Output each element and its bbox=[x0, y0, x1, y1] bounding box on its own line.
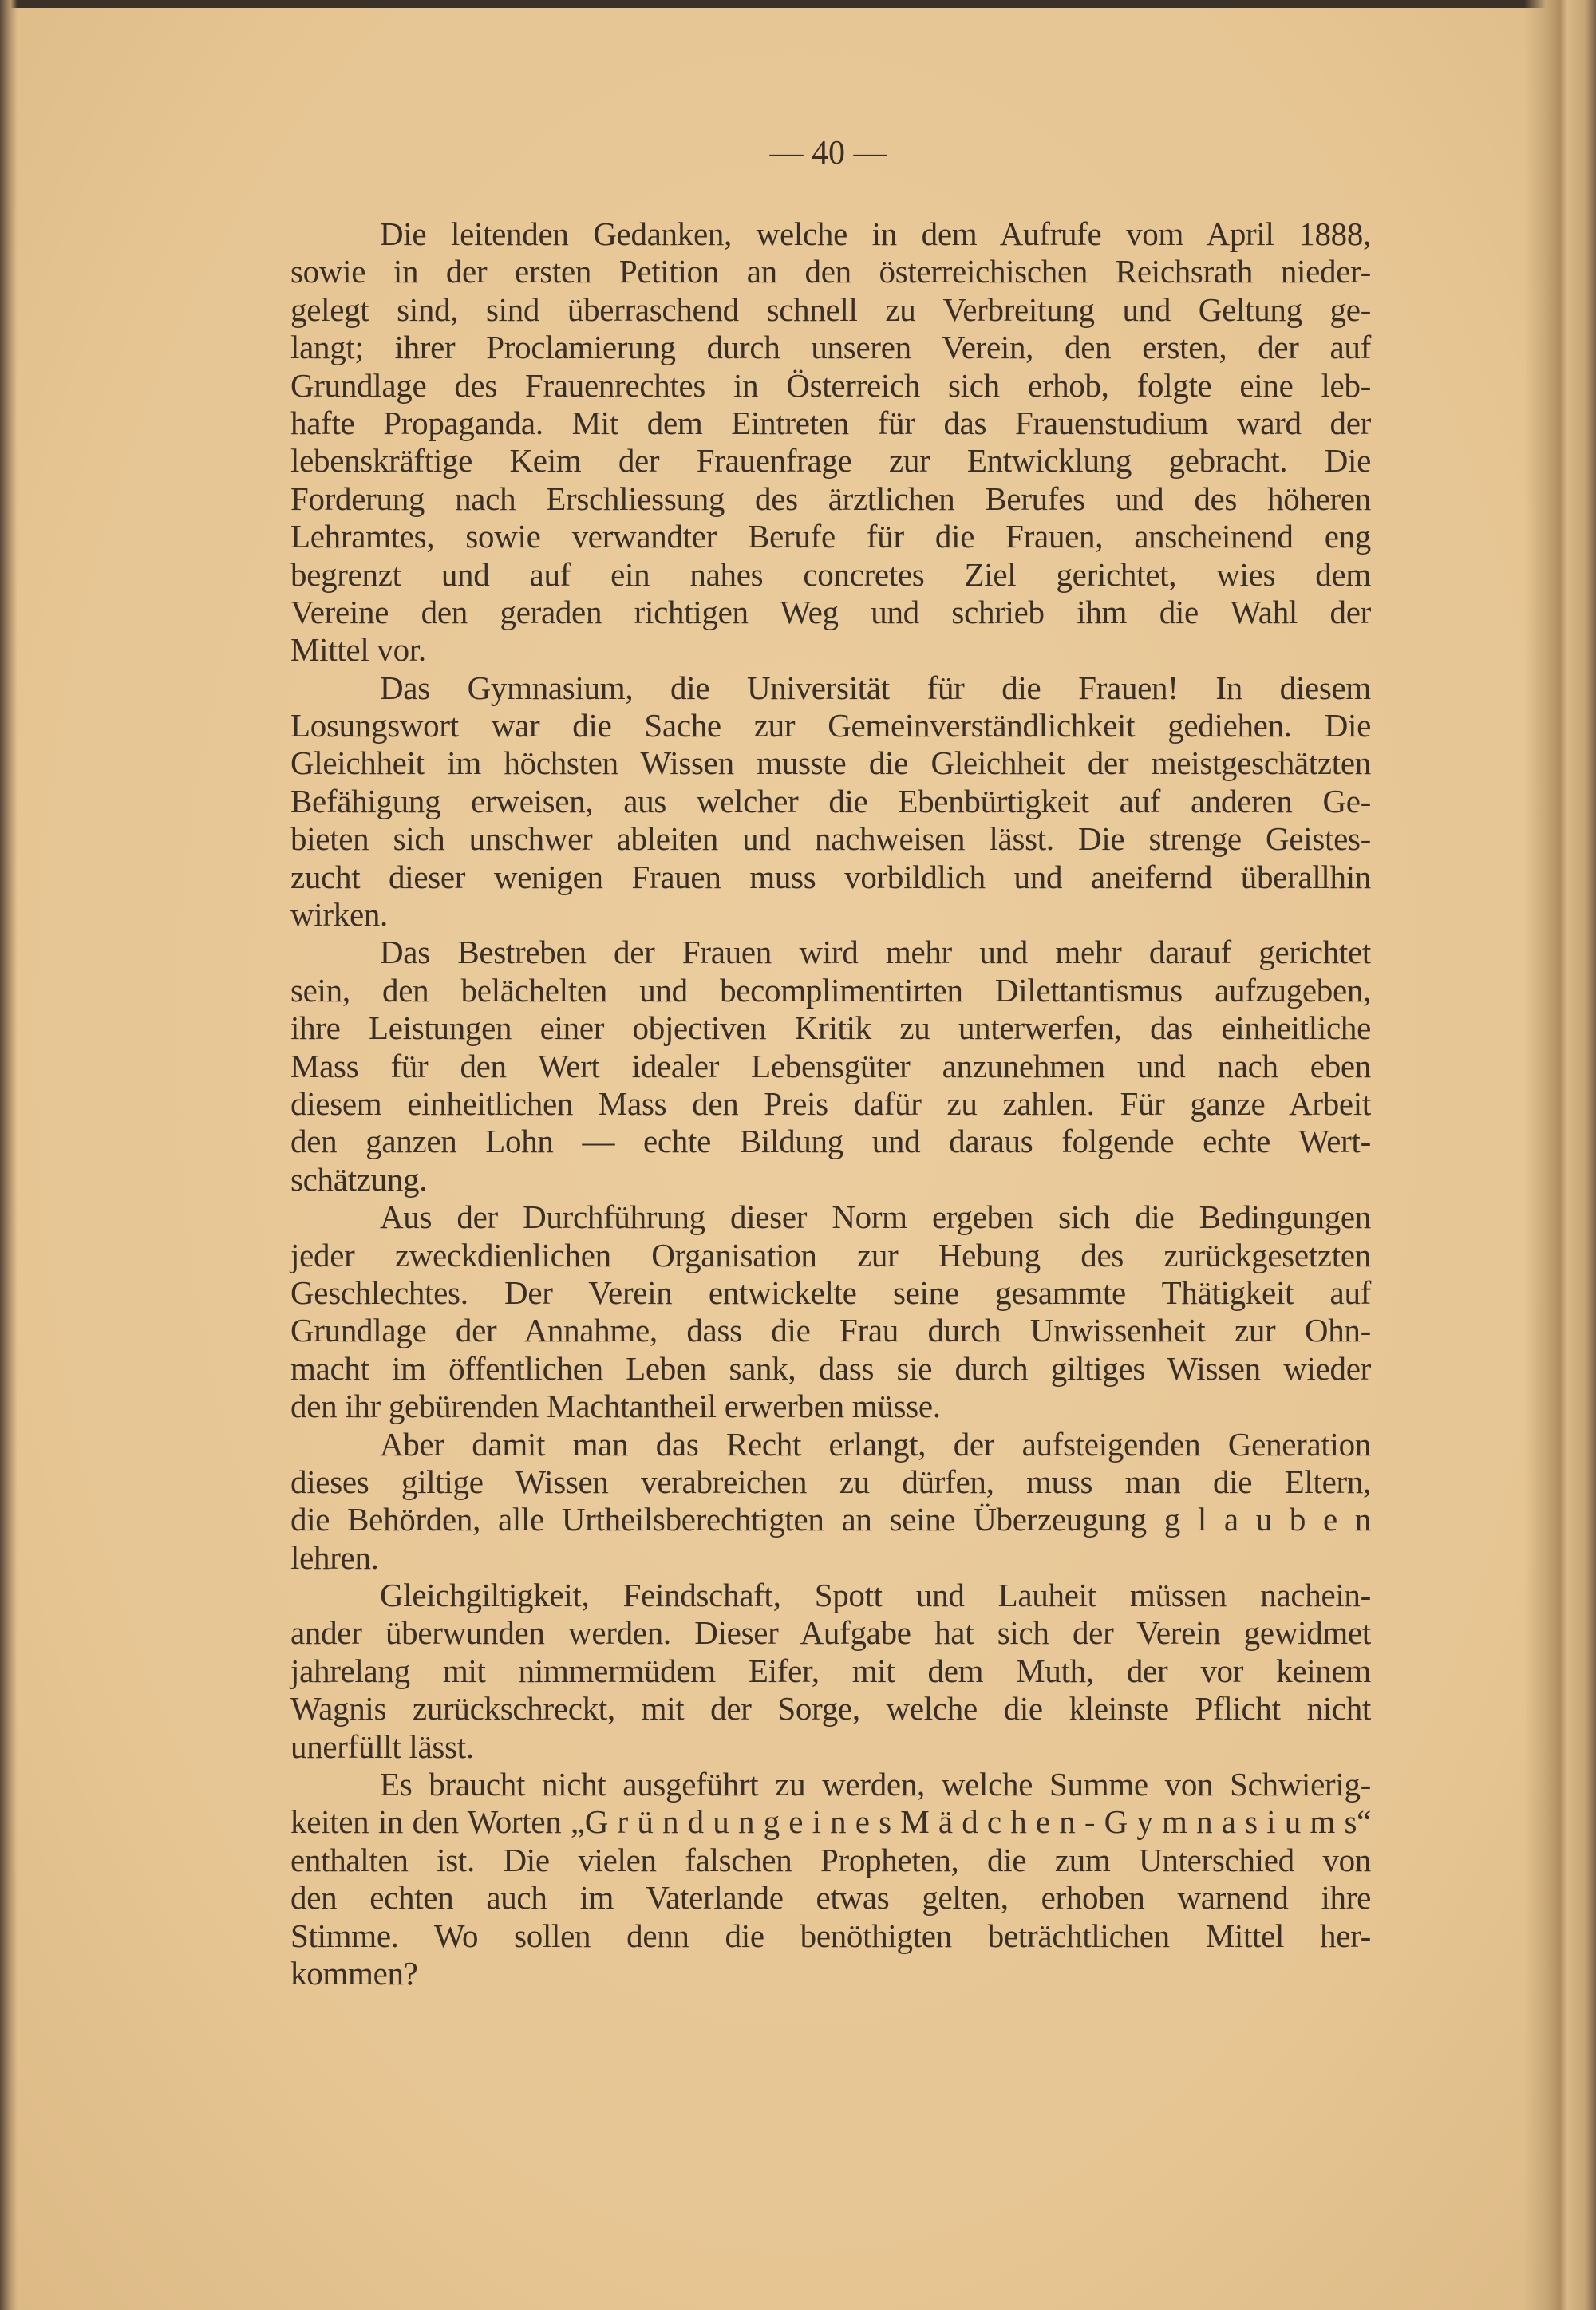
text-line: kommen? bbox=[290, 1954, 418, 1992]
paragraph bbox=[290, 1577, 1371, 1766]
text-line: dieses giltige Wissen verabreichen zu dürfen, muss man die Eltern, bbox=[290, 1463, 1371, 1500]
paragraph bbox=[290, 1198, 1371, 1425]
text-line: Gleichgiltigkeit, Feindschaft, Spott und Lauheit müssen nachein- bbox=[380, 1577, 1371, 1614]
page-number: — 40 — bbox=[769, 135, 887, 172]
text-line: ihre Leistungen einer objectiven Kritik zu unterwerfen, das einheitliche bbox=[290, 1009, 1371, 1047]
text-line: Losungswort war die Sache zur Gemeinverständlichkeit gediehen. Die bbox=[290, 707, 1371, 744]
body-text bbox=[290, 215, 1371, 1992]
text-line: enthalten ist. Die vielen falschen Propheten, die zum Unterschied von bbox=[290, 1841, 1371, 1878]
text-line: langt; ihrer Proclamierung durch unseren Verein, den ersten, der auf bbox=[290, 329, 1371, 366]
text-line: sowie in der ersten Petition an den österreichischen Reichsrath nieder- bbox=[290, 253, 1371, 290]
text-line: jeder zweckdienlichen Organisation zur Hebung des zurückgesetzten bbox=[290, 1236, 1371, 1273]
text-line: Mittel vor. bbox=[290, 631, 426, 669]
text-line: Grundlage des Frauenrechtes in Österreich sich erhob, folgte eine leb- bbox=[290, 366, 1371, 404]
text-line: schätzung. bbox=[290, 1160, 428, 1198]
text-line: diesem einheitlichen Mass den Preis dafür zu zahlen. Für ganze Arbeit bbox=[290, 1084, 1371, 1122]
text-line: Mass für den Wert idealer Lebensgüter anzunehmen und nach eben bbox=[290, 1047, 1371, 1084]
text-line: begrenzt und auf ein nahes concretes Ziel gerichtet, wies dem bbox=[290, 555, 1371, 593]
text-line: Aus der Durchführung dieser Norm ergeben sich die Bedingungen bbox=[380, 1198, 1371, 1236]
text-line: ander überwunden werden. Dieser Aufgabe hat sich der Verein gewidmet bbox=[290, 1614, 1371, 1652]
text-line: Vereine den geraden richtigen Weg und schrieb ihm die Wahl der bbox=[290, 593, 1371, 630]
text-line: sein, den belächelten und becomplimentirten Dilettantismus aufzugeben, bbox=[290, 971, 1371, 1009]
text-line: gelegt sind, sind überraschend schnell zu Verbreitung und Geltung ge- bbox=[290, 290, 1371, 328]
text-line: Die leitenden Gedanken, welche in dem Aufrufe vom April 1888, bbox=[380, 215, 1371, 252]
binding-edge bbox=[0, 0, 18, 2310]
paragraph bbox=[290, 1766, 1371, 1992]
text-line: Grundlage der Annahme, dass die Frau durch Unwissenheit zur Ohn- bbox=[290, 1312, 1371, 1349]
text-line: Stimme. Wo sollen denn die benöthigten beträchtlichen Mittel her- bbox=[290, 1917, 1371, 1954]
text-line: Aber damit man das Recht erlangt, der aufsteigenden Generation bbox=[380, 1425, 1371, 1463]
text-line: Befähigung erweisen, aus welcher die Ebenbürtigkeit auf anderen Ge- bbox=[290, 782, 1371, 819]
text-line: hafte Propaganda. Mit dem Eintreten für das Frauenstudium ward der bbox=[290, 404, 1371, 441]
text-line: lehren. bbox=[290, 1538, 379, 1576]
text-line: den echten auch im Vaterlande etwas gelten, erhoben warnend ihre bbox=[290, 1879, 1371, 1917]
paragraph bbox=[290, 215, 1371, 669]
text-line: Wagnis zurückschreckt, mit der Sorge, welche die kleinste Pflicht nicht bbox=[290, 1690, 1371, 1728]
text-line: Das Bestreben der Frauen wird mehr und mehr darauf gerichtet bbox=[380, 934, 1371, 971]
text-line: Das Gymnasium, die Universität für die Frauen! In diesem bbox=[380, 669, 1371, 706]
text-line: zucht dieser wenigen Frauen muss vorbildlich und aneifernd überallhin bbox=[290, 858, 1371, 895]
text-line: unerfüllt lässt. bbox=[290, 1728, 474, 1765]
text-line: jahrelang mit nimmermüdem Eifer, mit dem Muth, der vor keinem bbox=[290, 1652, 1371, 1689]
text-line: wirken. bbox=[290, 896, 389, 934]
text-line: Lehramtes, sowie verwandter Berufe für die Frauen, anscheinend eng bbox=[290, 518, 1371, 555]
scan-top-edge bbox=[0, 0, 1596, 8]
text-line: die Behörden, alle Urtheilsberechtigten an seine Überzeugung g l a u b e n bbox=[290, 1501, 1371, 1538]
text-line: keiten in den Worten „G r ü n d u n g e i n e s M ä d c h e n - G y m n a s i u m s“ bbox=[290, 1803, 1371, 1841]
text-line: bieten sich unschwer ableiten und nachweisen lässt. Die strenge Geistes- bbox=[290, 820, 1371, 858]
paragraph bbox=[290, 669, 1371, 934]
text-line: Gleichheit im höchsten Wissen musste die Gleichheit der meistgeschätzten bbox=[290, 744, 1371, 782]
text-line: den ihr gebürenden Machtantheil erwerben müsse. bbox=[290, 1388, 941, 1425]
text-line: lebenskräftige Keim der Frauenfrage zur Entwicklung gebracht. Die bbox=[290, 442, 1371, 480]
paragraph bbox=[290, 934, 1371, 1198]
text-line: macht im öffentlichen Leben sank, dass sie durch giltiges Wissen wieder bbox=[290, 1349, 1371, 1387]
paragraph bbox=[290, 1426, 1371, 1578]
text-line: den ganzen Lohn — echte Bildung und daraus folgende echte Wert- bbox=[290, 1123, 1371, 1160]
page-right-edge bbox=[1524, 0, 1596, 2310]
text-line: Geschlechtes. Der Verein entwickelte seine gesammte Thätigkeit auf bbox=[290, 1273, 1371, 1311]
text-line: Es braucht nicht ausgeführt zu werden, welche Summe von Schwierig- bbox=[380, 1766, 1371, 1803]
text-line: Forderung nach Erschliessung des ärztlichen Berufes und des höheren bbox=[290, 480, 1371, 517]
